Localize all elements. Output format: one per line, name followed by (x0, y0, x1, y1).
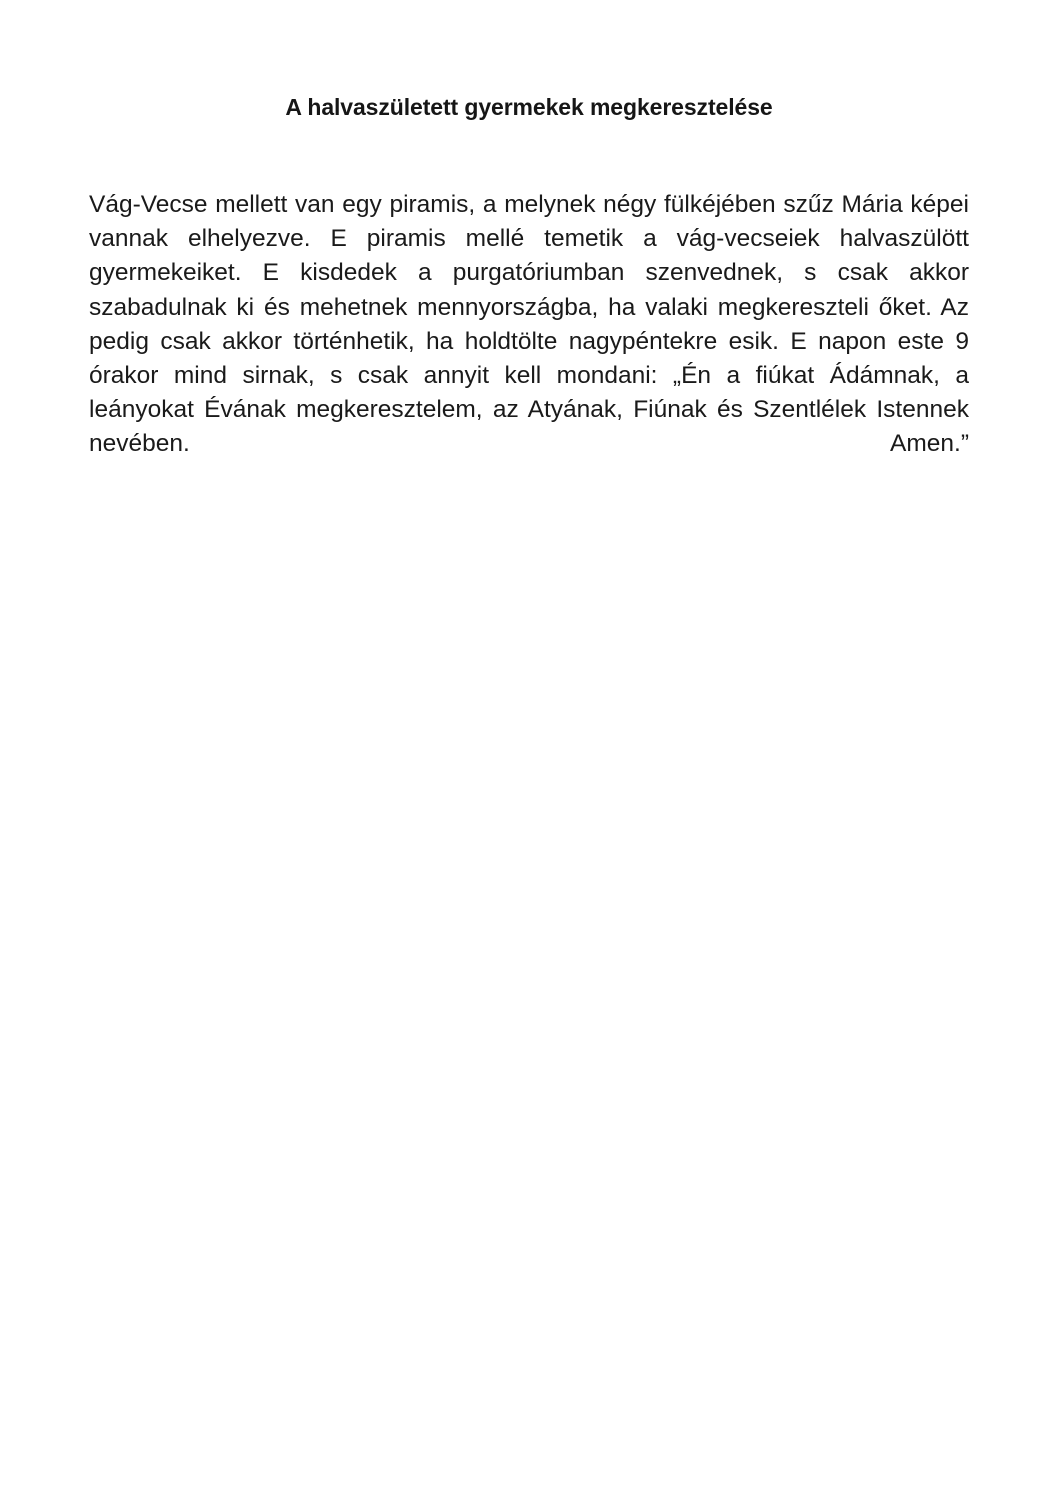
body-text-block (89, 122, 969, 496)
body-paragraph: Vág-Vecse mellett van egy piramis, a melynek négy fülkéjében szűz Mária képei vannak elhelyezve. E piramis mellé temetik a vág-vecseiek halvaszülött gyermekeiket. E kisdedek a purgatóriumban szenvednek, s csak akkor szabadulnak ki és mehetnek mennyországba, ha valaki megkereszteli őket. Az pedig csak akkor történhetik, ha holdtölte nagypéntekre esik. E napon este 9 órakor mind sirnak, s csak annyit kell mondani: „Én a fiúkat Ádámnak, a leányokat Évának megkeresztelem, az Atyának, Fiúnak és Szentlélek Istennek nevében. Amen.” (89, 191, 969, 458)
page-title: A halvaszületett gyermekek megkeresztelése (285, 94, 773, 120)
page-content (89, 0, 969, 496)
